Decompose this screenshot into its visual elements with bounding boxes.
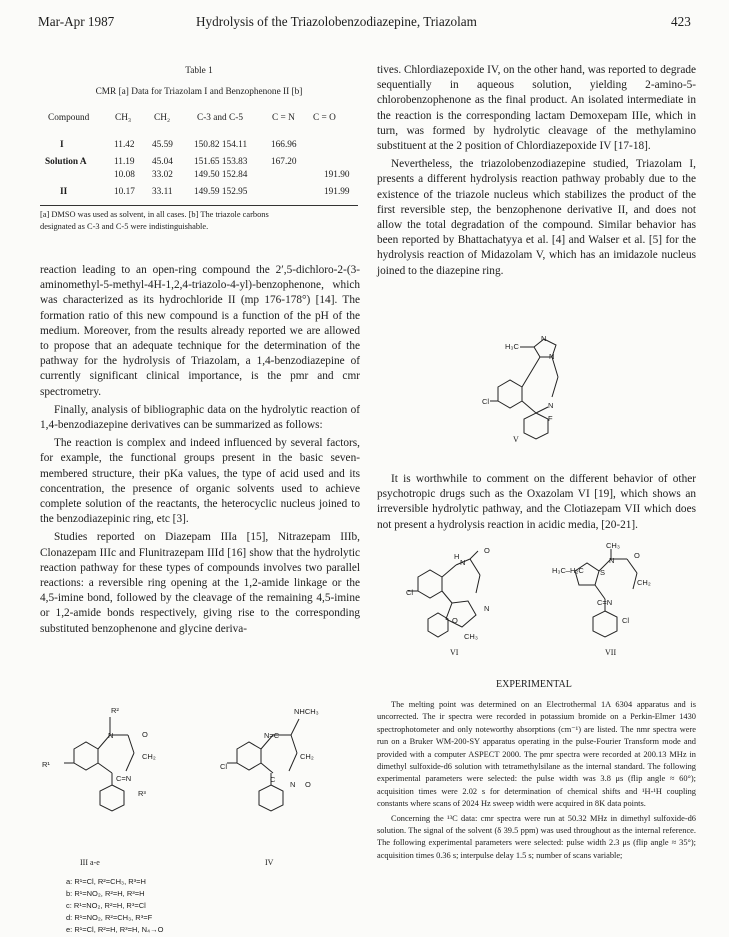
atom-label: H [454,552,460,561]
table-cell: 10.17 [114,187,135,197]
atom-label: F [548,414,553,423]
atom-label: N [541,334,547,343]
table-cell: 33.02 [152,170,173,180]
structure-iii-diagram [50,705,180,835]
atom-label: O [484,546,490,555]
legend-entry: b: R¹=NO₂, R²=H, R³=H [66,889,145,898]
structure-v-label: V [513,435,519,444]
table-footnote [40,209,358,234]
atom-label: C [270,775,276,784]
table-cell: 45.59 [152,140,173,150]
atom-label: C=N [597,598,613,607]
paragraph: tives. Chlordiazepoxide IV, on the other hand, was reported to degrade sequentially in aqueous solution, yielding 2-amino-5-chlorobenzophenone as the final product. An isolated intermediate in the reaction is the corresponding lactam Demoxepam IIIe, which in turn, was formed by hydrolytic cleavage of the methylamino substituent at the 2 position of Chlordiazepoxide IV [17-18]. [377,64,696,153]
atom-label: N [460,558,466,567]
structure-vi-label: VI [450,648,459,657]
table-header-cell: CH₂ [154,113,171,123]
table-cell: 10.08 [114,170,135,180]
table-header-cell: C = N [272,113,295,123]
atom-label: O [305,780,311,789]
table-cell: 11.42 [114,140,135,150]
table-cell: II [60,187,68,197]
atom-label: CH₂ [300,752,314,761]
atom-label: N=C [264,731,280,740]
legend-entry: e: R¹=Cl, R²=H, R³=H, N₄→O [66,925,164,934]
table-cell: 45.04 [152,157,173,167]
atom-label: O [142,730,148,739]
structure-iii-label: III a-e [80,858,100,867]
table-cell: 191.90 [324,170,350,180]
atom-label: N [290,780,296,789]
legend-entry: a: R¹=Cl, R²=CH₃, R³=H [66,877,146,886]
paragraph: Finally, analysis of bibliographic data on the hydrolytic reaction of 1,4-benzodiazepine derivatives can be summarized as follows: [40,403,360,432]
atom-label: S [600,568,606,577]
atom-label: N [609,556,615,565]
table-cell: 33.11 [152,187,173,197]
atom-label: R³ [138,789,146,798]
running-header-date: Mar-Apr 1987 [38,14,115,29]
atom-label: O [634,551,640,560]
table-cell: 167.20 [271,157,297,167]
table-cell: 151.65 153.83 [194,157,248,167]
paragraph: The melting point was determined on an Electrothermal 1A 6304 apparatus and is uncorrected. The ir spectra were recorded in potassium bromide on a Perkin-Elmer 1430 spectrophotometer and only noteworthy absorptions (cm⁻¹) are listed. The nmr spectra were run on a Bruker WM-200-SY apparatus operating in the pulse-Fourier Transform mode and provided with a computer ASPECT 2000. The pmr spectra were recorded at 200.13 MHz in dimethyl sulfoxide-d6 solution with tetramethylsilane as the internal standard. The following experimental parameters were selected: the pulse width was 3.8 μs (flip angle ≈ 60°); acquisition times were 2.02 s for determination of chemical shifts and ¹H-¹H coupling constants where scans of 2024 Hz sweep width were acquired in 8K data points. [377,700,696,809]
table-cell: I [60,140,64,150]
atom-label: NHCH₃ [294,707,319,716]
atom-label: CH₃ [606,541,620,550]
table-footnote-line: [a] DMSO was used as solvent, in all cases. [b] The triazole carbons [40,210,269,219]
left-column [40,263,360,637]
right-column-top [377,63,696,279]
legend-entry: d: R¹=NO₂, R²=CH₃, R³=F [66,913,153,922]
substituent-legend [66,876,163,936]
atom-label: CH₂ [637,578,651,587]
atom-label: Cl [622,616,630,625]
table-label: Table 1 [185,66,213,76]
table-header-cell: C-3 and C-5 [197,113,243,123]
atom-label: N [108,731,114,740]
table-header-cell: CH₃ [115,113,132,123]
atom-label: R¹ [42,760,50,769]
running-header-title: Hydrolysis of the Triazolobenzodiazepine, Triazolam [196,14,477,29]
atom-label: Cl [406,588,414,597]
legend-entry: c: R¹=NO₂, R²=H, R³=Cl [66,901,146,910]
atom-label: Cl [482,397,490,406]
atom-label: CH₃ [464,632,478,641]
table-cell: 11.19 [114,157,135,167]
atom-label: H₃C–H₂C [552,566,584,575]
structure-vii-diagram [555,545,685,650]
right-column-middle [377,472,696,533]
atom-label: R² [111,706,119,715]
atom-label: CH₂ [142,752,156,761]
atom-label: C=N [116,774,132,783]
paragraph: Studies reported on Diazepam IIIa [15], Nitrazepam IIIb, Clonazepam IIIc and Flunitrazepam IIId [16] show that the hydrolytic reaction pathway for these types of compounds involves two parallel reactions: a reversible ring opening at the 1,2-amide linkage or the 4,5-imine bond, followed by the cleavage of the remaining 4,5-imine or 1,2-amide bonds respectively, giving rise to the corresponding substituted benzophenone and glycine deriva- [40,531,360,635]
table-caption: CMR [a] Data for Triazolam I and Benzophenone II [b] [95,87,303,97]
structure-iv-diagram [215,705,345,835]
structure-vii-label: VII [605,648,617,657]
structure-vi-diagram [398,545,508,650]
structure-v-diagram [480,325,630,445]
table-cell: 149.50 152.84 [194,170,248,180]
structure-iv-label: IV [265,858,274,867]
atom-label: Cl [220,762,228,771]
table-cell: 191.99 [324,187,350,197]
paragraph: Concerning the ¹³C data: cmr spectra were run at 50.32 MHz in dimethyl sulfoxide-d6 solution. The signal of the solvent (δ 39.5 ppm) was used throughout as the internal reference. The following experimental parameters were selected: pulse width 2.3 μs (flip angle ≈ 35°); acquisition times 0.36 s; interpulse delay 1.5 s; number of scans variable; [377,813,696,860]
table-cell: Solution A [45,157,87,167]
atom-label: N [548,401,554,410]
paragraph: The reaction is complex and indeed influenced by several factors, for example, the functional groups present in the basic seven-membered structure, their pKa values, the type of acid used and its concentration, the presence of organic solvents used to achieve complete solution of the reactants, the heterocyclic nucleus joined to the benzodiazepinic ring, etc [3]. [40,437,360,526]
paragraph: Nevertheless, the triazolobenzodiazepine studied, Triazolam I, presents a different hydrolysis reaction pathway probably due to the existence of the triazole nucleus which stabilizes the product of the first reversible step, the benzophenone derivative II, and does not allow the total degradation of the compound. Similar behavior has been reported by Bhattachatyya et al. [4] and Walser et al. [5] for the hydrolysis reaction of Midazolam V, which has an imidazole nucleus joined to the diazepine ring. [377,158,696,277]
table-cell: 150.82 154.11 [194,140,248,150]
paragraph: It is worthwhile to comment on the different behavior of other psychotropic drugs such as the Oxazolam VI [19], which shows an irreversible hydrolytic pathway, and the Clotiazepam VII which does not present a hydrolysis reaction in acidic media, [20-21]. [377,473,696,531]
table-rule [40,205,358,206]
page-number: 423 [671,14,691,29]
paragraph: reaction leading to an open-ring compound the 2′,5-dichloro-2-(3-aminomethyl-5-methyl-4H-1,2,4-triazolo-4-yl)-benzophenone, which was characterized as its hydrochloride II (mp 176-178°) [14]. The formation ratio of this new compound is a function of the pH of the medium. Moreover, from the results already reported we are allowed to propose that an adequate technique for the determination of the pathway for the hydrolysis of Triazolam, a 1,4-benzodiazepine of currently significant clinical importance, is the pmr and cmr spectrometry. [40,264,360,398]
atom-label: H₃C [505,342,519,351]
table-cell: 149.59 152.95 [194,187,248,197]
section-heading: EXPERIMENTAL [496,679,572,690]
atom-label: N [484,604,490,613]
table-header-cell: Compound [48,113,90,123]
atom-label: O [452,616,458,625]
atom-label: N [549,352,555,361]
table-footnote-line: designated as C-3 and C-5 were indistinguishable. [40,222,209,232]
table-header-cell: C = O [313,113,336,123]
table-cell: 166.96 [271,140,297,150]
experimental-section [377,699,696,862]
